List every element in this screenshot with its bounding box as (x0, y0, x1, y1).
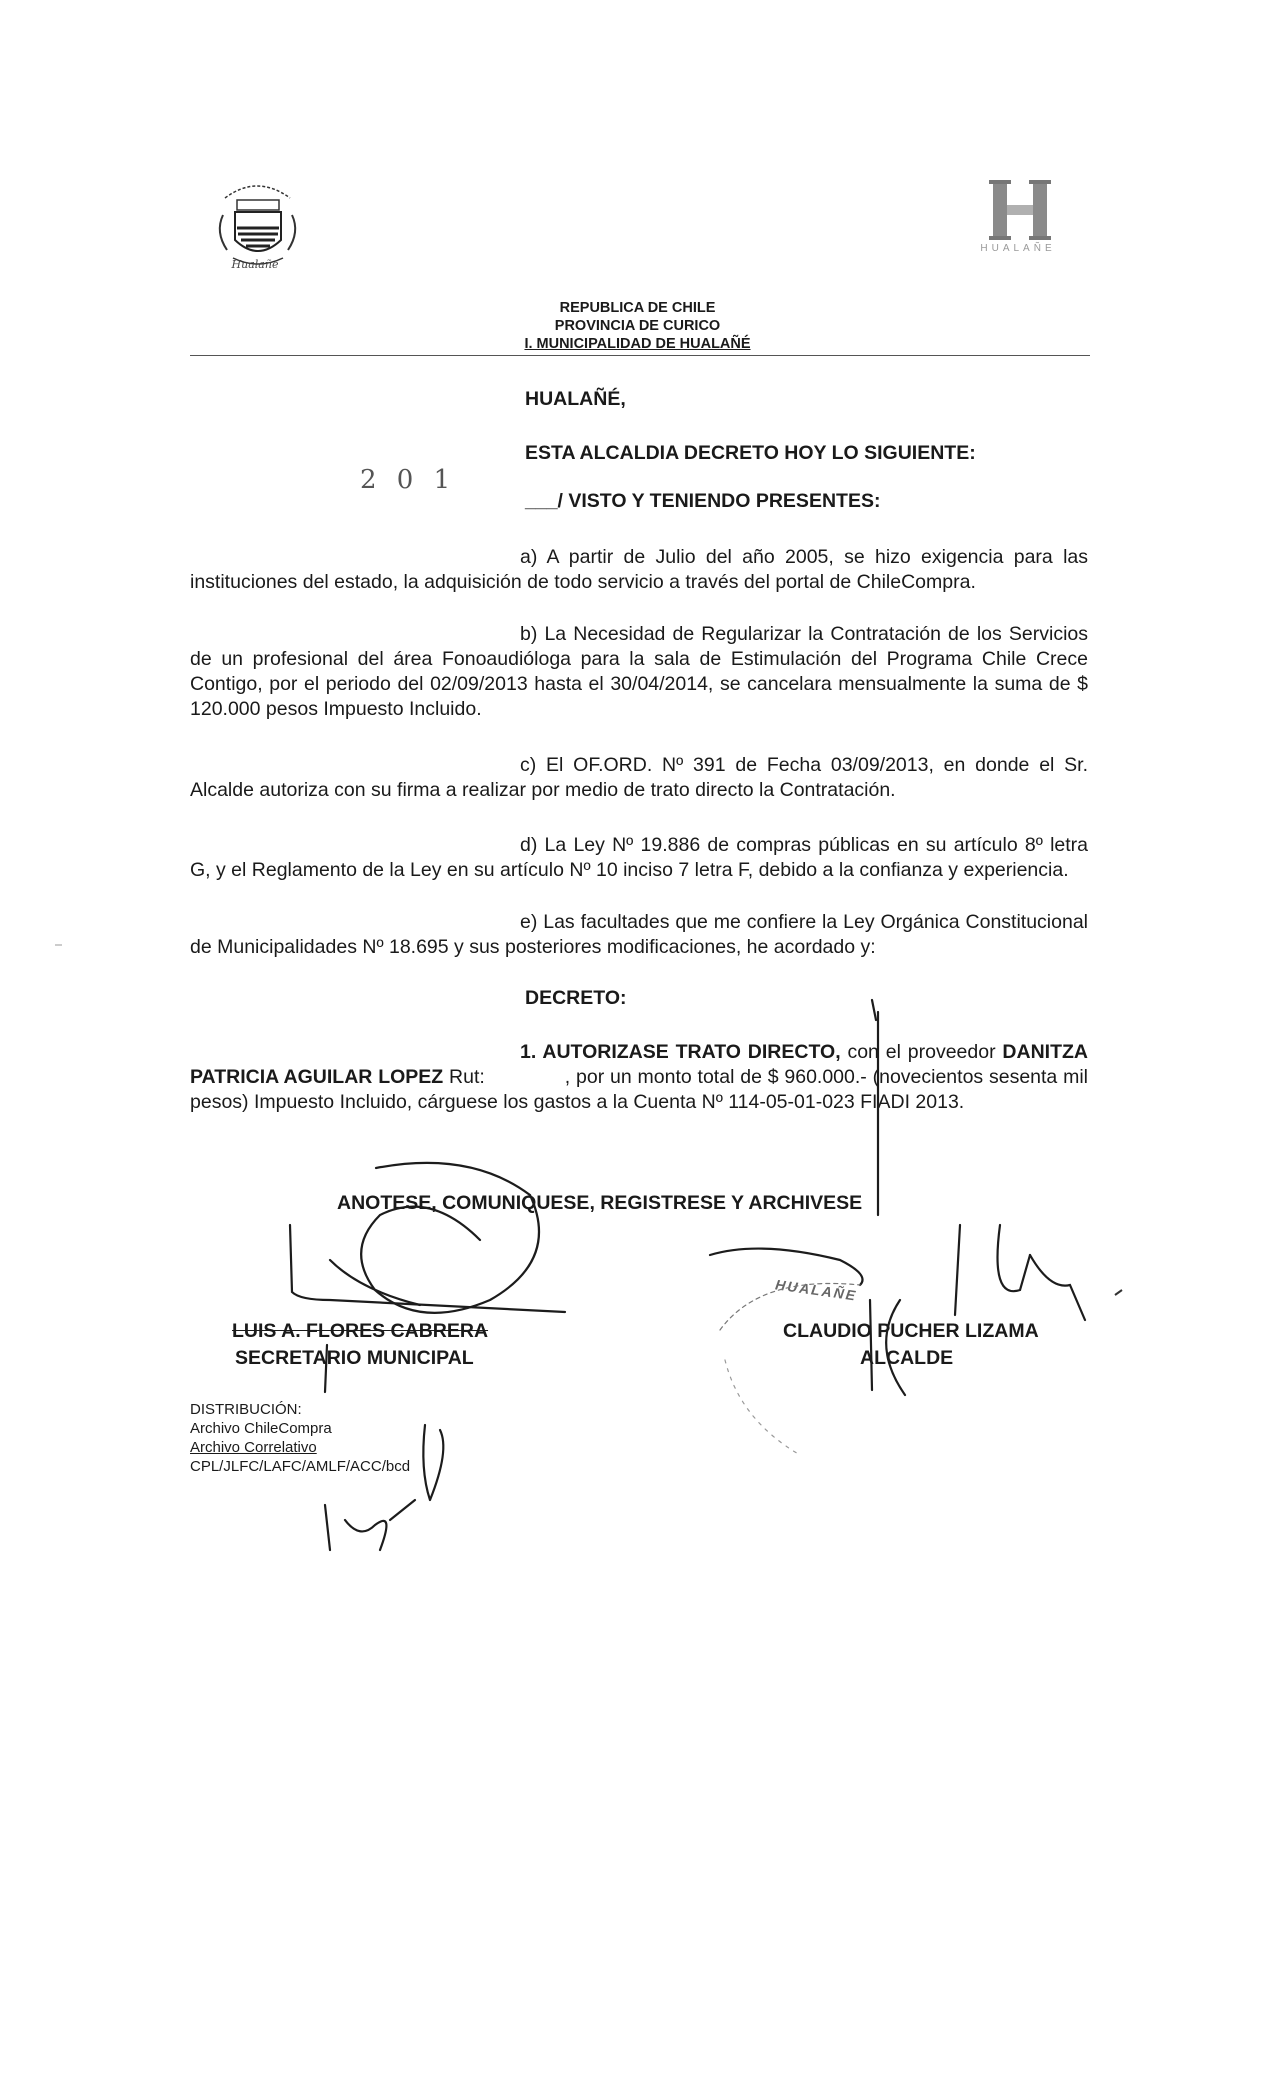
resolution-item-1: 1. AUTORIZASE TRATO DIRECTO, con el proveedor DANITZA PATRICIA AGUILAR LOPEZ Rut: , por un monto total de $ 960.000.- (novecientos sesenta mil pesos) Impuesto Incluido, cárguese los gastos a la Cuenta Nº 114-05-01-023 FIADI 2013. (190, 1041, 1089, 1113)
secretary-name: LUIS A. FLORES CABRERA (232, 1320, 489, 1342)
consideration-e: e) Las facultades que me confiere la Ley Orgánica Constitucional de Municipalidades Nº 18.695 y sus posteriores modificaciones, he acordado y: (190, 911, 1088, 958)
distribution-item: Archivo Correlativo (190, 1439, 317, 1456)
consideration-c: c) El OF.ORD. Nº 391 de Fecha 03/09/2013, en donde el Sr. Alcalde autoriza con su firma a realizar por medio de trato directo la Contratación. (190, 754, 1089, 801)
crest-caption: Hualañe (231, 258, 279, 271)
distribution-heading: DISTRIBUCIÓN: (190, 1401, 302, 1418)
consideration-d: d) La Ley Nº 19.886 de compras públicas en su artículo 8º letra G, y el Reglamento de la Ley en su artículo Nº 10 inciso 7 letra F, debido a la confianza y experiencia. (190, 834, 1089, 881)
consideration-a: a) A partir de Julio del año 2005, se hizo exigencia para las instituciones del estado, la adquisición de todo servicio a través del portal de ChileCompra. (190, 546, 1088, 593)
decree-number-handwritten: 2 0 1 (360, 465, 457, 495)
mayor-title: ALCALDE (860, 1347, 954, 1369)
municipal-stamp-text: HUALAÑE (774, 1276, 859, 1304)
secretary-title: SECRETARIO MUNICIPAL (235, 1347, 474, 1369)
closing-line: ANOTESE, COMUNIQUESE, REGISTRESE Y ARCHIVESE (337, 1192, 863, 1214)
mayor-name: CLAUDIO PUCHER LIZAMA (783, 1320, 1039, 1342)
decree-intro: ESTA ALCALDIA DECRETO HOY LO SIGUIENTE: (525, 442, 976, 464)
header-province: PROVINCIA DE CURICO (554, 318, 721, 334)
distribution-item: Archivo ChileCompra (190, 1420, 332, 1437)
consideration-b: b) La Necesidad de Regularizar la Contratación de los Servicios de un profesional del área Fonoaudióloga para la sala de Estimulación del Programa Chile Crece Contigo, por el periodo del 02/09/2013 hasta el 30/04/2014, se cancelara mensualmente la suma de $ 120.000 pesos Impuesto Incluido. (190, 623, 1088, 720)
decreto-heading: DECRETO: (525, 987, 627, 1009)
distribution-initials: CPL/JLFC/LAFC/AMLF/ACC/bcd (190, 1458, 411, 1475)
logo-caption: HUALAÑE (980, 243, 1056, 254)
visto-heading: ___/ VISTO Y TENIENDO PRESENTES: (525, 490, 881, 512)
header-republic: REPUBLICA DE CHILE (559, 300, 716, 316)
place-heading: HUALAÑÉ, (525, 388, 626, 410)
header-municipality: I. MUNICIPALIDAD DE HUALAÑÉ (524, 336, 751, 352)
